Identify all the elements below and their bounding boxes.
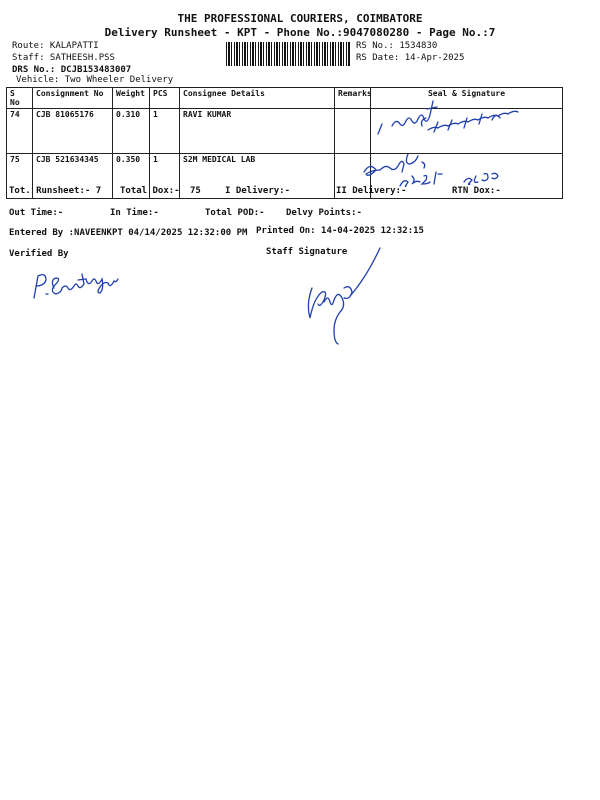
row-pcs: 1 xyxy=(150,154,180,199)
col-pcs: PCS xyxy=(150,88,180,109)
row-weight: 0.310 xyxy=(113,109,150,154)
col-consignee: Consignee Details xyxy=(180,88,335,109)
staff-handwritten-signature xyxy=(290,244,390,354)
total-dox-label: Total Dox:- xyxy=(120,186,180,196)
row-consignment: CJB 81065176 xyxy=(33,109,113,154)
row1-handwritten-signature xyxy=(370,96,550,142)
row-pcs: 1 xyxy=(150,109,180,154)
total-dox-value: 75 xyxy=(190,186,201,196)
total-runsheet: Tot. Runsheet:- 7 xyxy=(9,186,102,196)
col-sno: S No xyxy=(7,88,33,109)
row-sno: 74 xyxy=(7,109,33,154)
col-remarks: Remarks xyxy=(335,88,371,109)
col-consignment: Consignment No xyxy=(33,88,113,109)
ii-delivery: II Delivery:- xyxy=(336,186,407,196)
company-title: THE PROFESSIONAL COURIERS, COIMBATORE xyxy=(177,12,423,25)
row-sno: 75 xyxy=(7,154,33,199)
verified-by-label: Verified By xyxy=(9,249,69,259)
runsheet-subtitle: Delivery Runsheet - KPT - Phone No.:9047080280 - Page No.:7 xyxy=(104,26,496,39)
row-consignee: S2M MEDICAL LAB xyxy=(180,154,335,199)
drs-barcode xyxy=(226,42,350,66)
delvy-points: Delvy Points:- xyxy=(286,208,362,218)
row-consignee: RAVI KUMAR xyxy=(180,109,335,154)
col-seal-signature: Seal & Signature xyxy=(371,88,563,109)
col-weight: Weight xyxy=(113,88,150,109)
rs-number: RS No.: 1534830 xyxy=(356,41,438,51)
drs-number: DRS No.: DCJB153483007 xyxy=(12,65,132,75)
rs-date: RS Date: 14-Apr-2025 xyxy=(356,53,465,63)
row-consignment: CJB 521634345 xyxy=(33,154,113,199)
out-time: Out Time:- xyxy=(9,208,64,218)
in-time: In Time:- xyxy=(110,208,159,218)
vehicle-label: Vehicle: Two Wheeler Delivery xyxy=(16,75,174,85)
printed-on: Printed On: 14-04-2025 12:32:15 xyxy=(256,226,424,236)
row-weight: 0.350 xyxy=(113,154,150,199)
entered-by: Entered By :NAVEENKPT 04/14/2025 12:32:00 PM xyxy=(9,228,248,238)
row2-handwritten-signature xyxy=(360,146,510,190)
total-pod: Total POD:- xyxy=(205,208,265,218)
staff-signature-label: Staff Signature xyxy=(266,247,348,257)
rtn-dox: RTN Dox:- xyxy=(452,186,501,196)
verifier-handwritten-signature xyxy=(28,268,148,304)
i-delivery: I Delivery:- xyxy=(225,186,291,196)
route-label: Route: KALAPATTI xyxy=(12,41,99,51)
staff-label: Staff: SATHEESH.PSS xyxy=(12,53,115,63)
